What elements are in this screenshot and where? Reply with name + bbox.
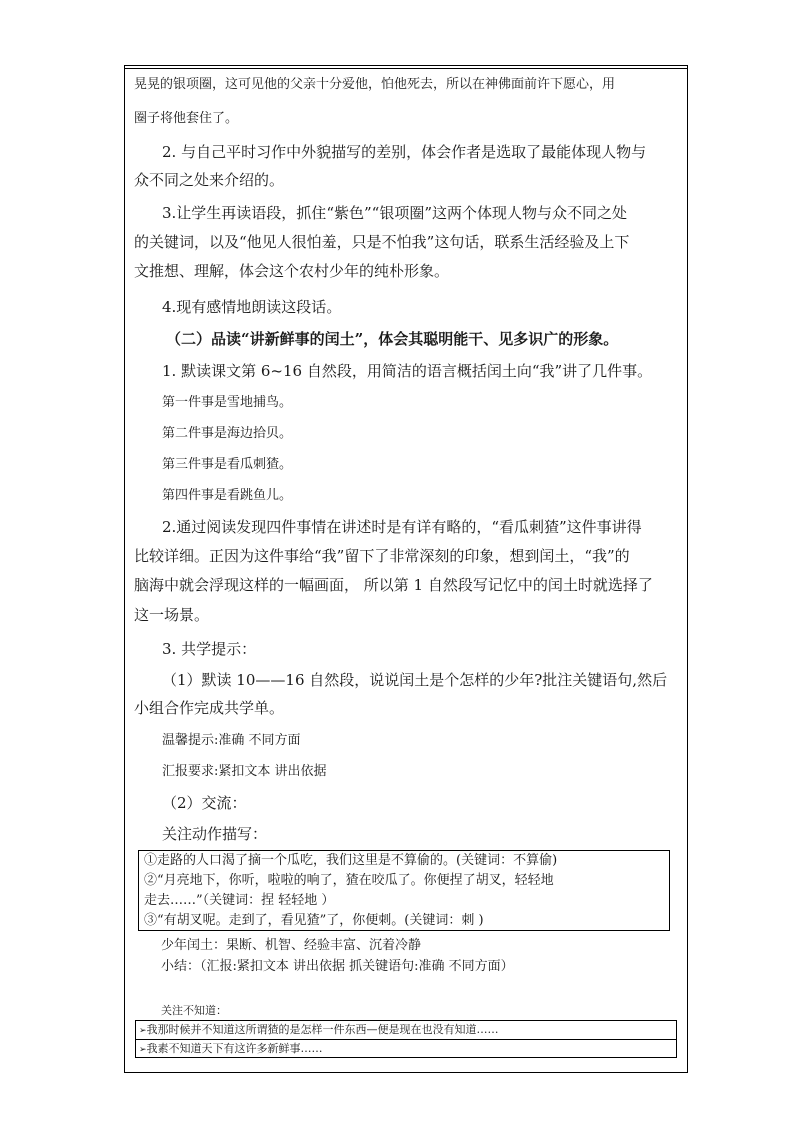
note-line-2 [139, 1040, 323, 1059]
text-line-16: 比较详细。正因为这件事给“我”留下了非常深刻的印象，想到闰土，“我”的 [134, 547, 630, 565]
note-label: 关注不知道： [161, 1004, 227, 1017]
text-line-5: 3.让学生再读语段，抓住“紫色”“银项圈”这两个体现人物与众不同之处 [162, 204, 627, 222]
text-line-15: 2.通过阅读发现四件事情在讲述时是有详有略的，“看瓜刺猹”这件事讲得 [162, 518, 642, 536]
note-box [135, 1020, 677, 1058]
arrow-icon: ➢ [139, 1026, 147, 1036]
note-text-1: 我那时候并不知道这所谓猹的是怎样一件东西—便是现在也没有知道…… [146, 1023, 499, 1036]
event-1: 第一件事是雪地捕鸟。 [162, 395, 293, 410]
summary-traits: 少年闰土：果断、机智、经验丰富、沉着冷静 [161, 938, 422, 953]
document-frame [124, 65, 688, 1073]
quote-box [138, 850, 670, 931]
text-line-17: 脑海中就会浮现这样的一幅画面， 所以第 1 自然段写记忆中的闰土时就选择了 [134, 576, 653, 594]
text-line-19: 3. 共学提示： [162, 640, 257, 658]
text-line-2: 圈子将他套住了。 [134, 111, 239, 126]
arrow-icon: ➢ [139, 1045, 147, 1055]
text-line-24: （2）交流： [162, 794, 247, 812]
text-line-10: 1. 默读课文第 6~16 自然段，用简洁的语言概括闰土向“我”讲了几件事。 [162, 362, 653, 380]
text-line-25: 关注动作描写： [162, 825, 268, 843]
report-requirement: 汇报要求:紧扣文本 讲出依据 [162, 764, 327, 779]
note-text-2: 我素不知道天下有这许多新鲜事…… [146, 1042, 323, 1055]
text-line-8: 4.现有感情地朗读这段话。 [162, 298, 342, 316]
quote-line-4: ③“有胡叉呢。走到了，看见猹”了，你便刺。(关键词：刺 ) [144, 913, 484, 928]
text-line-1: 晃晃的银项圈，这可见他的父亲十分爱他，怕他死去，所以在神佛面前许下愿心，用 [134, 77, 616, 92]
text-line-4: 众不同之处来介绍的。 [134, 171, 285, 189]
tip-line: 温馨提示:准确 不同方面 [162, 733, 301, 748]
note-line-1 [139, 1021, 499, 1040]
text-line-3: 2. 与自己平时习作中外貌描写的差别，体会作者是选取了最能体现人物与 [162, 143, 647, 161]
quote-line-2: ②“月亮地下，你听，啦啦的响了，猹在咬瓜了。你便捏了胡叉，轻轻地 [144, 873, 554, 888]
text-line-21: 小组合作完成共学单。 [134, 699, 285, 717]
event-3: 第三件事是看瓜刺猹。 [162, 457, 293, 472]
text-line-6: 的关键词，以及“他见人很怕羞，只是不怕我”这句话，联系生活经验及上下 [134, 233, 630, 251]
quote-line-3: 走去……”（关键词：捏 轻轻地 ） [144, 893, 335, 908]
event-2: 第二件事是海边拾贝。 [162, 426, 293, 441]
text-line-18: 这一场景。 [134, 606, 210, 624]
section-heading: （二）品读“讲新鲜事的闰土”，体会其聪明能干、见多识广的形象。 [166, 330, 619, 348]
quote-line-1: ①走路的人口渴了摘一个瓜吃，我们这里是不算偷的。(关键词：不算偷) [144, 853, 558, 868]
summary-conclusion: 小结：（汇报:紧扣文本 讲出依据 抓关键语句:准确 不同方面） [161, 959, 514, 974]
text-line-7: 文推想、理解，体会这个农村少年的纯朴形象。 [134, 262, 450, 280]
event-4: 第四件事是看跳鱼儿。 [162, 488, 293, 503]
text-line-20: （1）默读 10——16 自然段，说说闰土是个怎样的少年?批注关键语句,然后 [162, 671, 668, 689]
